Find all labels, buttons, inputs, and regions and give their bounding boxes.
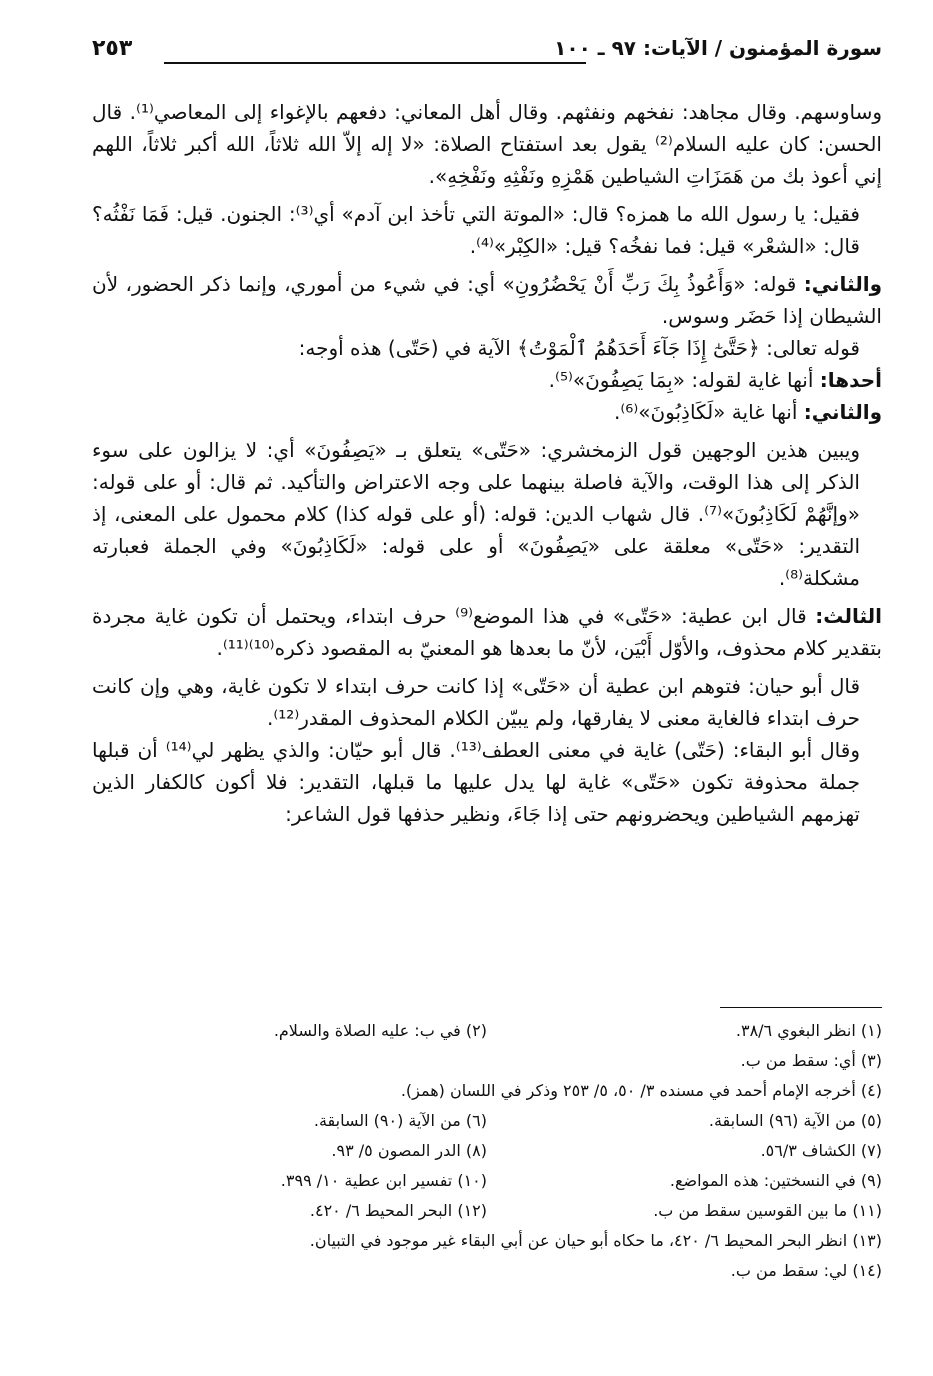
paragraph bbox=[92, 600, 882, 664]
paragraph-text: أنها غاية «لَكَاذِبُونَ»⁽⁶⁾. bbox=[614, 400, 804, 424]
footnote: (١) انظر البغوي ٣٨/٦. bbox=[735, 1021, 882, 1040]
footnote-row bbox=[92, 1106, 882, 1136]
paragraph bbox=[92, 434, 882, 594]
paragraph-text: فقيل: يا رسول الله ما همزه؟ قال: «الموتة التي تأخذ ابن آدم» أي⁽³⁾: الجنون. قيل: فَمَا نَفْثُه؟ قال: «الشعْر» قيل: فما نفخُه؟ قيل: «الكِبْر»⁽⁴⁾. bbox=[92, 202, 860, 258]
footnote: (١٤) لي: سقط من ب. bbox=[730, 1261, 882, 1280]
footnote-row bbox=[92, 1226, 882, 1256]
page-number: ٢٥٣ bbox=[92, 36, 133, 61]
footnotes bbox=[92, 1016, 882, 1286]
footnote: (٦) من الآية (٩٠) السابقة. bbox=[313, 1111, 487, 1130]
paragraph-lead: أحدها: bbox=[819, 368, 882, 392]
footnote-row bbox=[92, 1046, 882, 1076]
footnote: (١٣) انظر البحر المحيط ٦/ ٤٢٠، ما حكاه أبو حيان عن أبي البقاء غير موجود في التبيان. bbox=[309, 1231, 882, 1250]
footnote-row bbox=[92, 1016, 882, 1046]
paragraph bbox=[92, 670, 882, 734]
paragraph-lead: الثالث: bbox=[815, 604, 882, 628]
paragraph bbox=[92, 198, 882, 262]
running-header bbox=[92, 36, 882, 70]
paragraph bbox=[92, 364, 882, 396]
paragraph-text: وقال أبو البقاء: (حَتّى) غاية في معنى العطف⁽¹³⁾. قال أبو حيّان: والذي يظهر لي⁽¹⁴⁾ أن قبلها جملة محذوفة تكون «حَتّى» غاية لها يدل عليها ما قبلها، التقدير: فلا أكون كالكفار الذين تهزمهم الشياطين ويحضرونهم حتى إذا جَاءَ، ونظير حذفها قول الشاعر: bbox=[92, 738, 860, 826]
main-text bbox=[92, 96, 882, 830]
paragraph-text: قوله تعالى: ﴿حَتَّىٰٓ إِذَا جَآءَ أَحَدَهُمُ ٱلْمَوْتُ﴾ الآية في (حَتّى) هذه أوجه: bbox=[298, 336, 860, 360]
footnote: (٤) أخرجه الإمام أحمد في مسنده ٣/ ٥٠، ٥/ ٢٥٣ وذكر في اللسان (همز). bbox=[400, 1081, 882, 1100]
footnote: (١١) ما بين القوسين سقط من ب. bbox=[653, 1201, 882, 1220]
paragraph-text: أنها غاية لقوله: «بِمَا يَصِفُونَ»⁽⁵⁾. bbox=[548, 368, 820, 392]
footnote: (٢) في ب: عليه الصلاة والسلام. bbox=[273, 1021, 487, 1040]
footnote: (٧) الكشاف ٥٦/٣. bbox=[760, 1141, 882, 1160]
header-rule bbox=[164, 62, 586, 64]
paragraph-text: قال أبو حيان: فتوهم ابن عطية أن «حَتّى» إذا كانت حرف ابتداء لا تكون غاية، وهي وإن كانت حرف ابتداء فالغاية معنى لا يفارقها، ولم يبيّن الكلام المحذوف المقدر⁽¹²⁾. bbox=[92, 674, 860, 730]
footnote-row bbox=[92, 1166, 882, 1196]
surah-title: سورة المؤمنون / الآيات: ٩٧ ـ ١٠٠ bbox=[554, 36, 882, 60]
paragraph-text: قوله: «وَأَعُوذُ بِكَ رَبِّ أَنْ يَحْضُرُونِ» أي: في شيء من أموري، وإنما ذكر الحضور، لأن الشيطان إذا حَضَر وسوس. bbox=[92, 272, 882, 328]
paragraph bbox=[92, 332, 882, 364]
paragraph-lead: والثاني: bbox=[803, 400, 882, 424]
footnote: (١٢) البحر المحيط ٦/ ٤٢٠. bbox=[309, 1201, 487, 1220]
paragraph bbox=[92, 268, 882, 332]
footnote-separator bbox=[720, 1007, 882, 1008]
paragraph bbox=[92, 396, 882, 428]
footnote-row bbox=[92, 1256, 882, 1286]
paragraph-text: وساوسهم. وقال مجاهد: نفخهم ونفثهم. وقال أهل المعاني: دفعهم بالإغواء إلى المعاصي⁽¹⁾. قال الحسن: كان عليه السلام⁽²⁾ يقول بعد استفتاح الصلاة: «لا إله إلاّ الله ثلاثاً، الله أكبر ثلاثاً، اللهم إني أعوذ بك من هَمَزَاتِ الشياطين هَمْزِهِ ونَفْثِهِ ونَفْخِهِ». bbox=[92, 100, 883, 188]
footnote-row bbox=[92, 1136, 882, 1166]
footnote: (٨) الدر المصون ٥/ ٩٣. bbox=[331, 1141, 487, 1160]
footnote-row bbox=[92, 1196, 882, 1226]
footnote: (٥) من الآية (٩٦) السابقة. bbox=[708, 1111, 882, 1130]
paragraph bbox=[92, 96, 882, 192]
footnote-row bbox=[92, 1076, 882, 1106]
footnote: (٣) أي: سقط من ب. bbox=[740, 1051, 882, 1070]
paragraph bbox=[92, 734, 882, 830]
paragraph-text: ويبين هذين الوجهين قول الزمخشري: «حَتّى» يتعلق بـ «يَصِفُونَ» أي: لا يزالون على سوء الذكر إلى هذا الوقت، والآية فاصلة بينهما على وجه الاعتراض والتأكيد. ثم قال: أو على قوله: «وإنَّهُمْ لَكَاذِبُونَ»⁽⁷⁾. قال شهاب الدين: قوله: (أو على قوله كذا) كلام محمول على المعنى، إذ التقدير: «حَتّى» معلقة على «يَصِفُونَ» أو على قوله: «لَكَاذِبُونَ» وفي الجملة فعبارته مشكلة⁽⁸⁾. bbox=[92, 438, 860, 590]
footnote: (٩) في النسختين: هذه المواضع. bbox=[669, 1171, 882, 1190]
footnote: (١٠) تفسير ابن عطية ١٠/ ٣٩٩. bbox=[280, 1171, 487, 1190]
paragraph-lead: والثاني: bbox=[803, 272, 882, 296]
paragraph-text: قال ابن عطية: «حَتّى» في هذا الموضع⁽⁹⁾ حرف ابتداء، ويحتمل أن تكون غاية مجردة بتقدير كلام محذوف، والأوّل أَبْيَن، لأنّ ما بعدها هو المعنيّ به المقصود ذكره⁽¹⁰⁾⁽¹¹⁾. bbox=[92, 604, 882, 660]
